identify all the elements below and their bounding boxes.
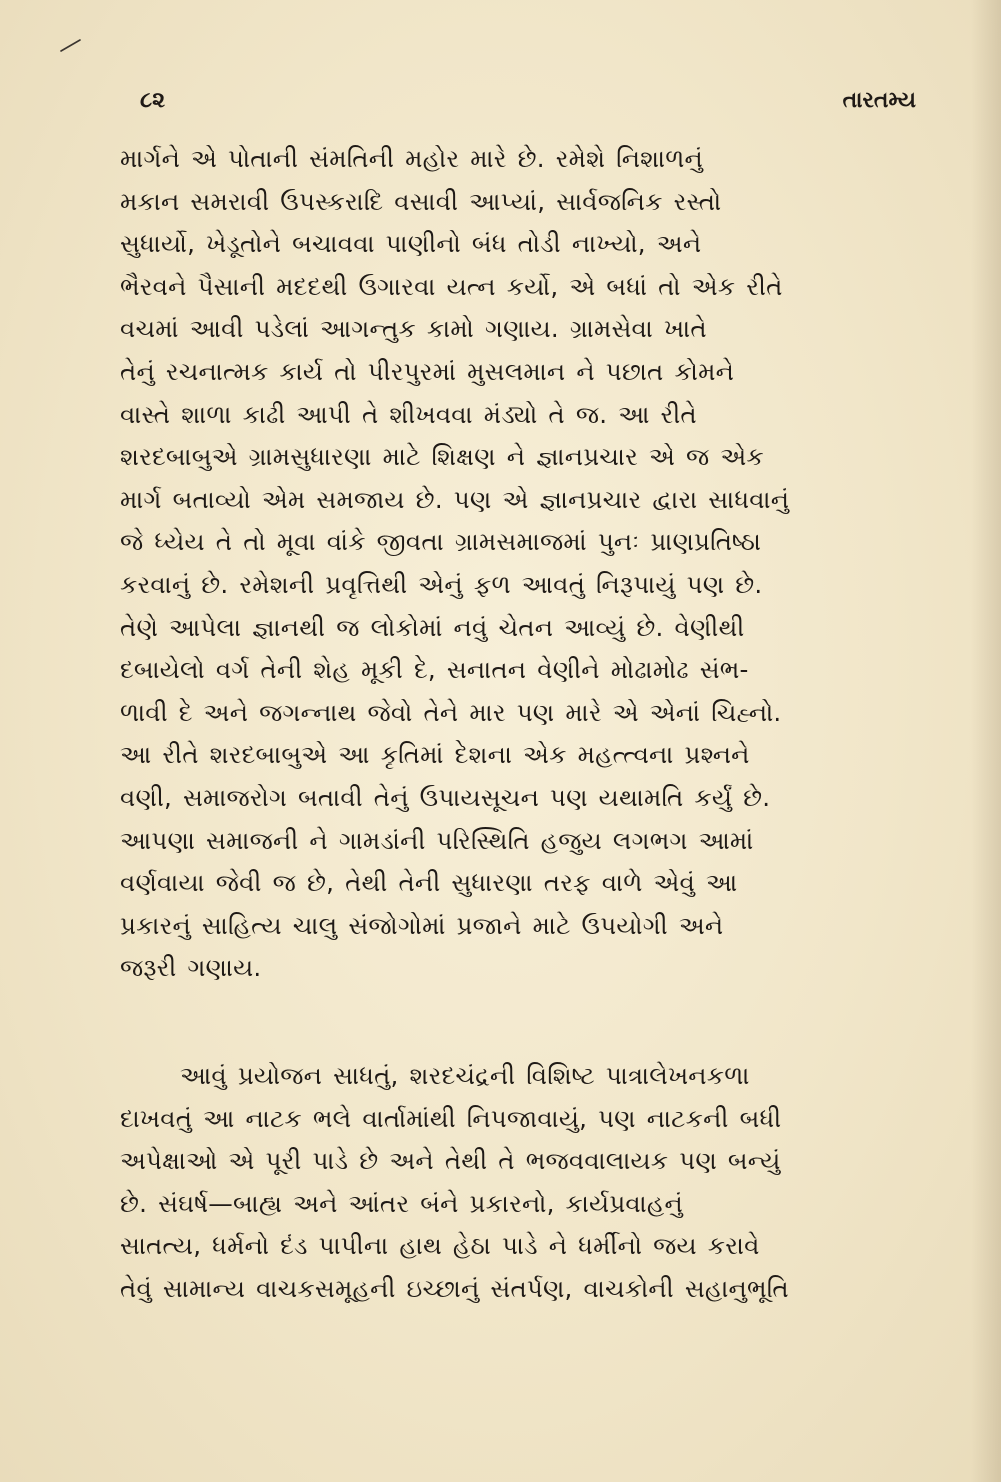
running-title: તારતમ્ય — [842, 87, 916, 113]
text-line: અપેક્ષાઓ એ પૂરી પાડે છે અને તેથી તે ભજવવાલાયક પણ બન્યું — [120, 1146, 781, 1176]
text-line: વચમાં આવી પડેલાં આગન્તુક કામો ગણાય. ગ્રામસેવા ખાતે — [120, 314, 707, 344]
text-line: વણી, સમાજરોગ બતાવી તેનું ઉપાયસૂચન પણ યથામતિ કર્યું છે. — [120, 782, 771, 812]
text-line: આવું પ્રયોજન સાધતું, શરદચંદ્રની વિશિષ્ટ પાત્રાલેખનકળા — [180, 1061, 750, 1090]
text-line: માર્ગ બતાવ્યો એમ સમજાય છે. પણ એ જ્ઞાનપ્રચાર દ્વારા સાધવાનું — [120, 484, 790, 514]
pencil-mark-icon — [60, 38, 82, 52]
text-line: કરવાનું છે. રમેશની પ્રવૃત્તિથી એનું ફળ આવતું નિરૂપાયું પણ છે. — [120, 569, 763, 599]
text-line: મકાન સમરાવી ઉપસ્કરાદિ વસાવી આપ્યાં, સાર્વજનિક રસ્તો — [120, 186, 722, 216]
text-line: વાસ્તે શાળા કાઢી આપી તે શીખવવા મંડ્યો તે જ. આ રીતે — [120, 399, 697, 429]
running-header — [140, 84, 916, 116]
text-line: પ્રકારનું સાહિત્ય ચાલુ સંજોગોમાં પ્રજાને માટે ઉપયોગી અને — [120, 910, 724, 940]
text-line: જે ધ્યેય તે તો મૂવા વાંકે જીવતા ગ્રામસમાજમાં પુનઃ પ્રાણપ્રતિષ્ઠા — [120, 527, 762, 557]
text-line: તેનું રચનાત્મક કાર્ય તો પીરપુરમાં મુસલમાન ને પછાત કોમને — [120, 356, 735, 386]
text-line: દાખવતું આ નાટક ભલે વાર્તામાંથી નિપજાવાયું, પણ નાટકની બધી — [120, 1103, 782, 1133]
text-line: તેણે આપેલા જ્ઞાનથી જ લોકોમાં નવું ચેતન આવ્યું છે. વેણીથી — [120, 612, 745, 642]
text-line: તેવું સામાન્ય વાચકસમૂહની ઇચ્છાનું સંતર્પણ, વાચકોની સહાનુભૂતિ — [120, 1273, 789, 1303]
page-edge-shadow — [971, 0, 1001, 1482]
text-line: છે. સંઘર્ષ—બાહ્ય અને આંતર બંને પ્રકારનો, કાર્યપ્રવાહનું — [120, 1188, 683, 1218]
text-line: જરૂરી ગણાય. — [120, 953, 262, 983]
text-line: આપણા સમાજની ને ગામડાંની પરિસ્થિતિ હજુય લગભગ આમાં — [120, 825, 754, 855]
paragraph-2 — [120, 1055, 935, 1311]
text-line: ભૈરવને પૈસાની મદદથી ઉગારવા યત્ન કર્યો, એ બધાં તો એક રીતે — [120, 271, 783, 301]
text-line: શરદબાબુએ ગ્રામસુધારણા માટે શિક્ષણ ને જ્ઞાનપ્રચાર એ જ એક — [120, 442, 764, 472]
text-line: ળાવી દે અને જગન્નાથ જેવો તેને માર પણ મારે એ એનાં ચિહ્નો. — [120, 697, 782, 727]
paragraph-1 — [120, 138, 935, 990]
text-line: દબાયેલો વર્ગ તેની શેહ મૂકી દે, સનાતન વેણીને મોઢામોઢ સંભ- — [120, 655, 749, 685]
text-line: આ રીતે શરદબાબુએ આ કૃતિમાં દેશના એક મહત્ત્વના પ્રશ્નને — [120, 740, 750, 770]
text-line: સુધાર્યો, ખેડૂતોને બચાવવા પાણીનો બંધ તોડી નાખ્યો, અને — [120, 229, 702, 259]
page-number: ૮૨ — [140, 87, 166, 113]
text-line: માર્ગને એ પોતાની સંમતિની મહોર મારે છે. રમેશે નિશાળનું — [120, 144, 703, 173]
text-line: વર્ણવાયા જેવી જ છે, તેથી તેની સુધારણા તરફ વાળે એવું આ — [120, 868, 738, 898]
text-line: સાતત્ય, ધર્મનો દંડ પાપીના હાથ હેઠા પાડે ને ધર્મીનો જય કરાવે — [120, 1231, 760, 1261]
